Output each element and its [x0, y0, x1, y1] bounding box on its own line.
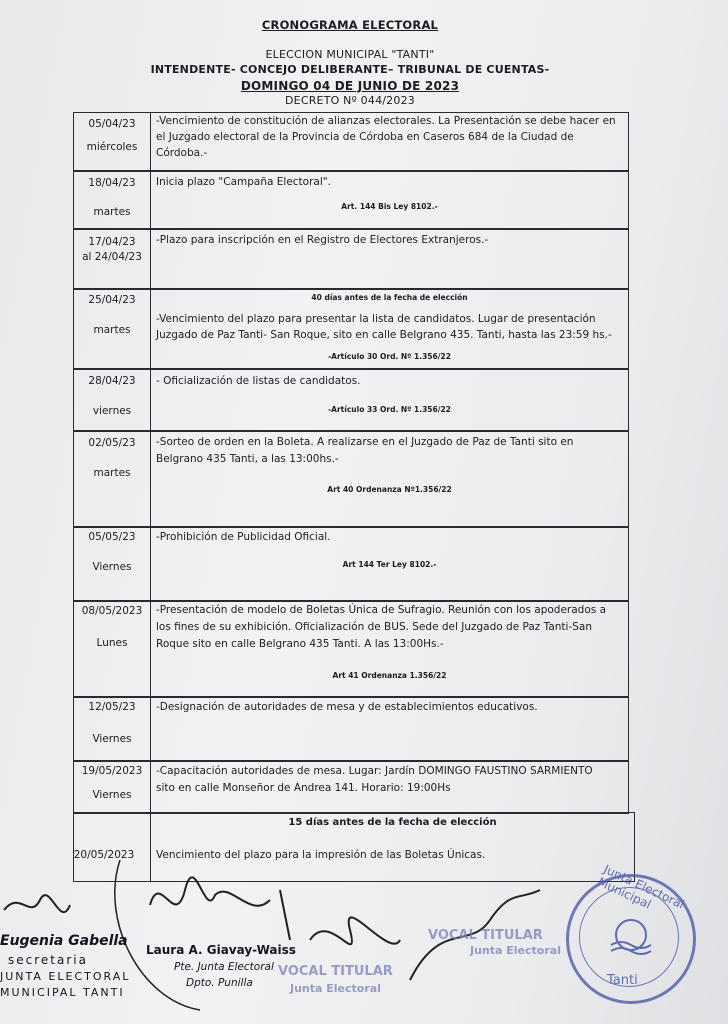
- schedule-row: [73, 526, 629, 602]
- description-cell: [151, 431, 628, 527]
- secretary-name: Eugenia Gabella: [0, 933, 128, 949]
- description-cell: [151, 697, 628, 761]
- legal-reference: Art 41 Ordenanza 1.356/22: [332, 671, 447, 680]
- row-date: 05/05/23: [88, 531, 136, 543]
- vocal-stamp-left: VOCAL TITULAR: [278, 964, 393, 979]
- row-date: 18/04/23: [88, 177, 136, 189]
- legal-reference: Art. 144 Bis Ley 8102.-: [341, 202, 438, 211]
- description-cell: [151, 289, 628, 369]
- description-cell: [151, 113, 628, 171]
- row-text-line: Inicia plazo "Campaña Electoral".: [156, 176, 331, 188]
- description-cell: [151, 369, 628, 431]
- date-cell: [74, 431, 151, 527]
- row-date: 17/04/23: [88, 236, 136, 248]
- legal-reference: Art 144 Ter Ley 8102.-: [342, 560, 437, 569]
- legal-reference: -Artículo 30 Ord. Nº 1.356/22: [328, 352, 451, 361]
- secretary-org-line2: MUNICIPAL TANTI: [0, 986, 125, 999]
- row-day: martes: [93, 324, 131, 336]
- vocal-stamp-left-org: Junta Electoral: [290, 982, 381, 995]
- electoral-board-seal: [566, 862, 696, 1004]
- description-cell: [151, 601, 628, 697]
- row-text-line: Roque sito en calle Belgrano 435 Tanti. A las 13:00Hs.-: [156, 638, 444, 650]
- document-title: CRONOGRAMA ELECTORAL: [261, 18, 439, 32]
- schedule-row: [73, 760, 629, 814]
- center-signature-stroke: [150, 877, 290, 940]
- schedule-row: [73, 228, 629, 290]
- row-date: 19/05/2023: [81, 765, 143, 777]
- row-day: al 24/04/23: [82, 251, 142, 263]
- description-cell: [151, 527, 628, 601]
- row-date: 02/05/23: [88, 437, 136, 449]
- decree-number: DECRETO Nº 044/2023: [285, 94, 415, 107]
- date-cell: [74, 761, 151, 813]
- row-text-line: -Plazo para inscripción en el Registro de Electores Extranjeros.-: [156, 234, 489, 246]
- seal-emblem-icon: [607, 917, 655, 957]
- schedule-row: [73, 288, 629, 370]
- row-text-line: -Designación de autoridades de mesa y de establecimientos educativos.: [156, 701, 538, 713]
- left-signature-stroke: [4, 895, 70, 912]
- row-date: 05/04/23: [88, 118, 136, 130]
- date-cell: [74, 697, 151, 761]
- schedule-row: [73, 368, 629, 432]
- row-text-line: -Presentación de modelo de Boletas Única de Sufragio. Reunión con los apoderados a: [156, 604, 606, 616]
- secretary-role: secretaria: [8, 953, 88, 967]
- row-day: miércoles: [86, 141, 138, 153]
- schedule-row: [73, 112, 629, 172]
- schedule-row: [73, 600, 629, 698]
- deadline-note: 40 días antes de la fecha de elección: [311, 293, 468, 302]
- row-date: 28/04/23: [88, 375, 136, 387]
- row-text-line: -Sorteo de orden en la Boleta. A realizarse en el Juzgado de Paz de Tanti sito en: [156, 436, 574, 448]
- date-cell: [74, 289, 151, 369]
- date-cell: [74, 171, 151, 229]
- row-date: 08/05/2023: [81, 605, 143, 617]
- row-text-line: sito en calle Monseñor de Andrea 141. Horario: 19:00Hs: [156, 782, 451, 794]
- president-name: Laura A. Giavay-Waiss: [146, 943, 296, 957]
- date-cell: [74, 601, 151, 697]
- vocal-signature-stroke-1: [310, 917, 400, 944]
- vocal-stamp-right: VOCAL TITULAR: [428, 928, 543, 943]
- president-role: Pte. Junta Electoral: [174, 961, 274, 973]
- row-text-line: -Vencimiento de constitución de alianzas electorales. La Presentación se debe hacer en: [156, 115, 616, 127]
- row-text-line: -Prohibición de Publicidad Oficial.: [156, 531, 331, 543]
- row-text-line: Belgrano 435 Tanti, a las 13:00hs.-: [156, 453, 339, 465]
- seal-top-text: Junta Electoral Municipal: [595, 862, 687, 912]
- row-day: Viernes: [92, 789, 132, 801]
- legal-reference: -Artículo 33 Ord. Nº 1.356/22: [328, 405, 451, 414]
- secretary-org-line1: JUNTA ELECTORAL: [0, 970, 131, 983]
- vocal-stamp-right-org: Junta Electoral: [470, 944, 561, 957]
- date-cell: [74, 229, 151, 289]
- president-department: Dpto. Punilla: [186, 977, 253, 989]
- row-day: Viernes: [92, 561, 132, 573]
- seal-bottom-text: Tanti: [607, 973, 638, 988]
- row-text-line: los fines de su exhibición. Oficialización de BUS. Sede del Juzgado de Paz Tanti-San: [156, 621, 592, 633]
- row-day: martes: [93, 467, 131, 479]
- date-cell: [74, 527, 151, 601]
- row-date: 20/05/2023: [73, 849, 135, 861]
- row-date: 12/05/23: [88, 701, 136, 713]
- legal-reference: Art 40 Ordenanza Nº1.356/22: [327, 485, 452, 494]
- row-day: Lunes: [96, 637, 128, 649]
- description-cell: [151, 171, 628, 229]
- row-date: 25/04/23: [88, 294, 136, 306]
- schedule-row: [73, 430, 629, 528]
- description-cell: [151, 761, 628, 813]
- schedule-row: [73, 170, 629, 230]
- row-day: Viernes: [92, 733, 132, 745]
- row-text-line: Córdoba.-: [156, 147, 208, 159]
- date-cell: [74, 113, 151, 171]
- row-text-line: -Vencimiento del plazo para presentar la lista de candidatos. Lugar de presentación: [156, 313, 596, 325]
- row-text-line: -Capacitación autoridades de mesa. Lugar: Jardín DOMINGO FAUSTINO SARMIENTO: [156, 765, 593, 777]
- date-cell: [74, 369, 151, 431]
- row-text-line: Vencimiento del plazo para la impresión de las Boletas Únicas.: [156, 849, 486, 861]
- description-cell: [151, 229, 628, 289]
- row-day: martes: [93, 206, 131, 218]
- offices-line: INTENDENTE- CONCEJO DELIBERANTE– TRIBUNAL DE CUENTAS-: [150, 63, 550, 76]
- row-text-line: el Juzgado electoral de la Provincia de Córdoba en Caseros 684 de la Ciudad de: [156, 131, 574, 143]
- row-text-line: - Oficialización de listas de candidatos.: [156, 375, 361, 387]
- row-day: viernes: [92, 405, 132, 417]
- election-name: ELECCION MUNICIPAL "TANTI": [265, 48, 435, 61]
- election-date: DOMINGO 04 DE JUNIO DE 2023: [240, 79, 460, 93]
- schedule-row: [73, 696, 629, 762]
- deadline-note: 15 días antes de la fecha de elección: [288, 817, 497, 828]
- row-text-line: Juzgado de Paz Tanti- San Roque, sito en calle Belgrano 435. Tanti, hasta las 23:59 hs.-: [156, 329, 612, 341]
